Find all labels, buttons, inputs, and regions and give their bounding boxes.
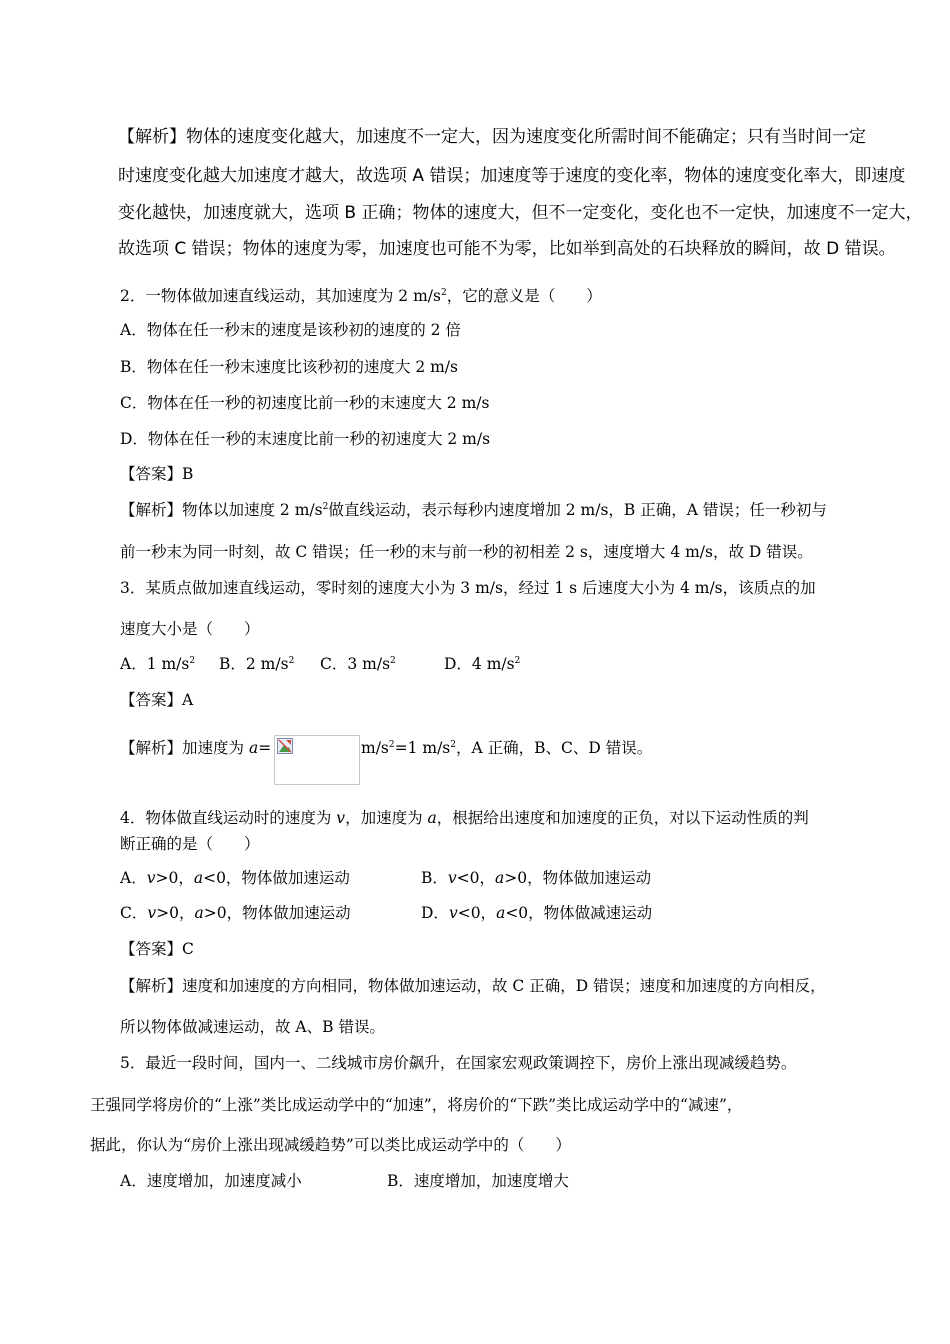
question-3-option-d: [444, 654, 520, 674]
question-3-option-d-text: D．4 m/s: [444, 655, 515, 673]
question-2-option-b: B．物体在任一秒末速度比该秒初的速度大 2 m/s: [120, 358, 458, 376]
question-4-option-a-part2: <0，物体做加速运动: [203, 869, 350, 887]
question-3-exp-sup2: 2: [450, 739, 456, 750]
question-3-exp-b: m/s: [361, 739, 389, 757]
question-5-stem-line3: 据此，你认为“房价上涨出现减缓趋势”可以类比成运动学中的（ ）: [90, 1136, 571, 1154]
question-3-option-a-text: A．1 m/s: [120, 655, 190, 673]
question-3-exp-a: 【解析】加速度为: [120, 739, 249, 757]
question-4-option-d-a: a: [496, 904, 506, 922]
question-2-option-d: D．物体在任一秒的末速度比前一秒的初速度大 2 m/s: [120, 430, 491, 448]
question-4-option-d: [421, 903, 652, 923]
question-4-stem-line2: 断正确的是（ ）: [120, 835, 260, 853]
question-2-exp-a: 【解析】物体以加速度 2 m/s: [120, 501, 323, 519]
question-4-option-a-v: v: [146, 869, 156, 887]
question-2-stem-sup: 2: [440, 287, 447, 298]
broken-image-icon: [277, 738, 293, 754]
question-5-stem-line1: 5．最近一段时间，国内一、二线城市房价飙升，在国家宏观政策调控下，房价上涨出现减缓趋势。: [120, 1054, 797, 1072]
question-3-option-a-sup: 2: [189, 655, 196, 666]
explanation-q1-line1: 【解析】物体的速度变化越大，加速度不一定大，因为速度变化所需时间不能确定；只有当时间一定: [118, 127, 866, 147]
question-3-option-b-sup: 2: [288, 655, 295, 666]
question-4-option-d-v: v: [448, 904, 458, 922]
question-4-option-a: [120, 868, 350, 888]
question-3-option-a: [120, 654, 195, 674]
question-4-option-d-label: D．: [421, 904, 449, 922]
question-4-stem-c: ，根据给出速度和加速度的正负，对以下运动性质的判: [436, 809, 809, 827]
question-4-stem-line1: [120, 808, 809, 828]
question-4-explanation-line1: 【解析】速度和加速度的方向相同，物体做加速运动，故 C 正确，D 错误；速度和加速度的方向相反，: [120, 977, 826, 995]
question-3-exp-var: a: [248, 739, 259, 757]
question-4-stem-b: ，加速度为: [345, 809, 428, 827]
formula-image-placeholder: [274, 735, 360, 785]
question-4-var-v: v: [336, 809, 346, 827]
question-4-option-c-a: a: [194, 904, 204, 922]
question-4-option-b-part1: <0，: [456, 869, 496, 887]
question-3-option-d-sup: 2: [514, 655, 521, 666]
question-5-option-b: B．速度增加，加速度增大: [387, 1172, 569, 1190]
question-4-option-c-part2: >0，物体做加速运动: [203, 904, 351, 922]
question-3-explanation: [120, 738, 271, 758]
question-3-option-b: [219, 654, 294, 674]
question-4-option-c: [120, 903, 351, 923]
question-5-stem-line2: 王强同学将房价的“上涨”类比成运动学中的“加速”，将房价的“下跌”类比成运动学中的“减速”，: [90, 1096, 743, 1114]
question-4-option-a-part1: >0，: [155, 869, 194, 887]
question-2-answer: 【答案】B: [120, 465, 194, 483]
explanation-q1-line3: 变化越快，加速度就大，选项 B 正确；物体的速度大，但不一定变化，变化也不一定快，加速度不一定大，: [118, 203, 923, 223]
question-4-option-d-part2: <0，物体做减速运动: [505, 904, 653, 922]
question-3-option-c-text: C．3 m/s: [320, 655, 391, 673]
question-2-explanation-line2: 前一秒末为同一时刻，故 C 错误；任一秒的末与前一秒的初相差 2 s，速度增大 4 m/s，故 D 错误。: [120, 543, 813, 561]
question-4-option-d-part1: <0，: [457, 904, 497, 922]
question-3-explanation-rest: [361, 738, 652, 758]
question-3-option-b-text: B．2 m/s: [219, 655, 289, 673]
question-2-exp-sup: 2: [322, 501, 329, 512]
question-4-option-b-label: B．: [421, 869, 448, 887]
question-4-option-b-v: v: [447, 869, 457, 887]
question-3-exp-c: =1 m/s: [394, 739, 451, 757]
question-2-explanation-line1: [120, 500, 827, 520]
question-4-option-c-v: v: [147, 904, 157, 922]
question-3-stem-line2: 速度大小是（ ）: [120, 620, 260, 638]
question-4-var-a: a: [427, 809, 437, 827]
question-2-exp-b: 做直线运动，表示每秒内速度增加 2 m/s，B 正确，A 错误；任一秒初与: [328, 501, 827, 519]
question-4-option-c-label: C．: [120, 904, 148, 922]
explanation-q1-line4: 故选项 C 错误；物体的速度为零，加速度也可能不为零，比如举到高处的石块释放的瞬间，故 D 错误。: [118, 239, 896, 259]
question-3-exp-eq: =: [258, 739, 272, 757]
question-3-exp-sup1: 2: [388, 739, 395, 750]
question-3-option-c: [320, 654, 396, 674]
question-4-option-c-part1: >0，: [156, 904, 195, 922]
question-4-option-a-a: a: [193, 869, 204, 887]
question-4-option-a-label: A．: [120, 869, 147, 887]
question-3-exp-d: ，A 正确，B、C、D 错误。: [456, 739, 653, 757]
question-2-option-c: C．物体在任一秒的初速度比前一秒的末速度大 2 m/s: [120, 394, 490, 412]
question-4-option-b-part2: >0，物体做加速运动: [504, 869, 652, 887]
question-2-stem-b: ，它的意义是（ ）: [446, 287, 602, 305]
question-4-option-b-a: a: [495, 869, 505, 887]
question-2-stem: [120, 286, 602, 306]
question-3-answer: 【答案】A: [120, 691, 194, 709]
question-2-stem-a: 2．一物体做加速直线运动，其加速度为 2 m/s: [120, 287, 441, 305]
question-5-option-a: A．速度增加，加速度减小: [120, 1172, 302, 1190]
question-4-stem-a: 4．物体做直线运动时的速度为: [120, 809, 337, 827]
question-4-answer: 【答案】C: [120, 940, 194, 958]
question-2-option-a: A．物体在任一秒末的速度是该秒初的速度的 2 倍: [120, 321, 461, 339]
question-3-option-c-sup: 2: [390, 655, 396, 666]
question-4-explanation-line2: 所以物体做减速运动，故 A、B 错误。: [120, 1018, 385, 1036]
question-4-option-b: [421, 868, 651, 888]
explanation-q1-line2: 时速度变化越大加速度才越大，故选项 A 错误；加速度等于速度的变化率，物体的速度变化率大，即速度: [118, 166, 906, 186]
question-3-stem-line1: 3．某质点做加速直线运动，零时刻的速度大小为 3 m/s，经过 1 s 后速度大小为 4 m/s，该质点的加: [120, 579, 816, 597]
